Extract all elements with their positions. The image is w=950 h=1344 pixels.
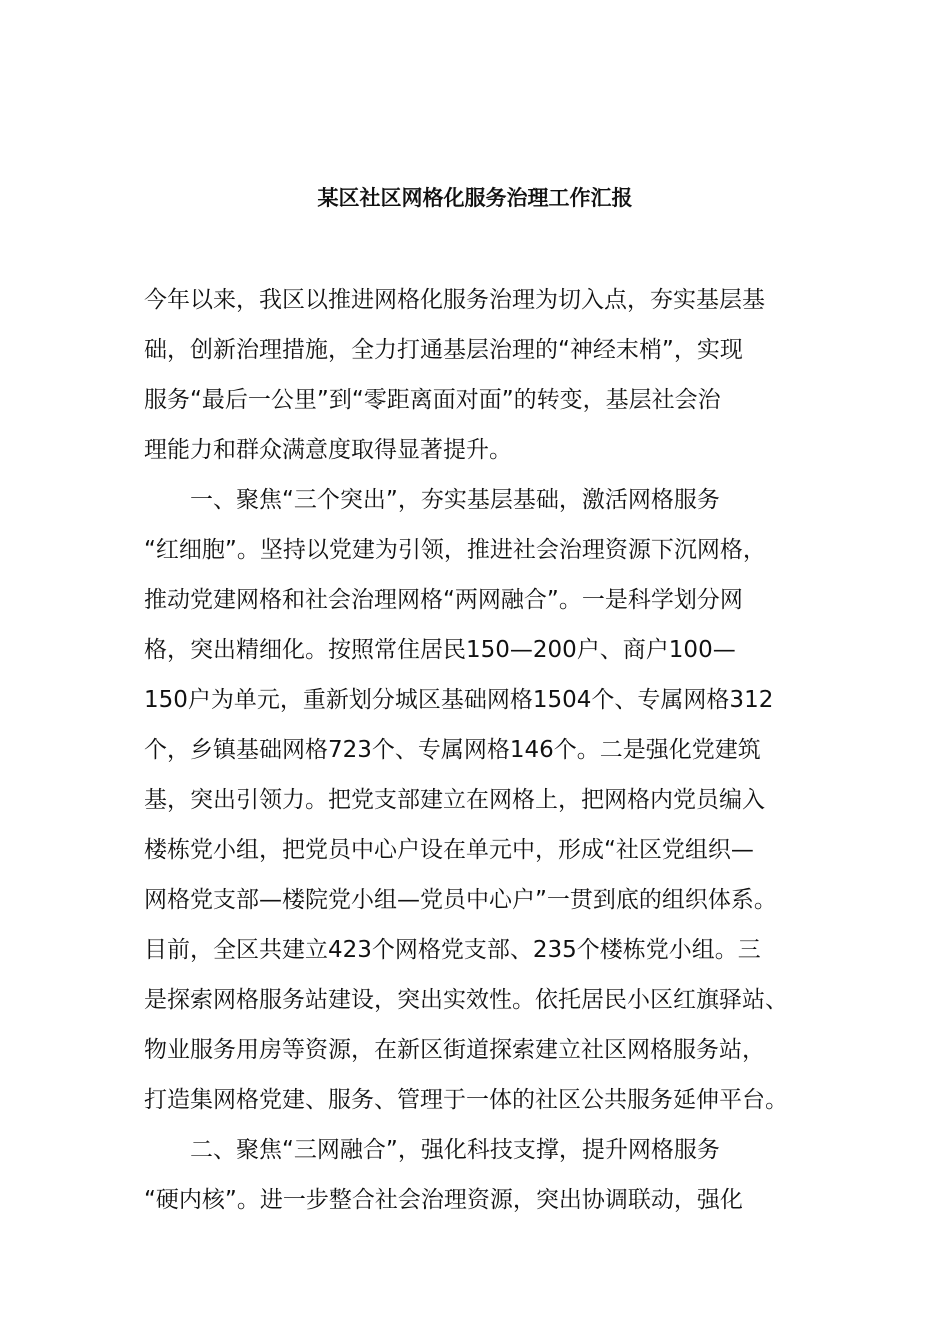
body-line-9: 150户为单元，重新划分城区基础网格1504个、专属网格312 xyxy=(144,687,774,713)
body-line-17: 打造集网格党建、服务、管理于一体的社区公共服务延伸平台。 xyxy=(144,1087,788,1113)
body-line-7: 推动党建网格和社会治理网格“两网融合”。一是科学划分网 xyxy=(144,587,743,613)
document-title: 某区社区网格化服务治理工作汇报 xyxy=(317,186,633,210)
body-line-2: 础，创新治理措施，全力打通基层治理的“神经末梢”，实现 xyxy=(144,337,743,363)
body-line-15: 是探索网格服务站建设，突出实效性。依托居民小区红旗驿站、 xyxy=(144,987,788,1013)
body-line-4: 理能力和群众满意度取得显著提升。 xyxy=(144,437,512,463)
body-line-5: 一、聚焦“三个突出”，夯实基层基础，激活网格服务 xyxy=(144,487,720,513)
body-line-1: 今年以来，我区以推进网格化服务治理为切入点，夯实基层基 xyxy=(144,287,765,313)
body-line-12: 楼栋党小组，把党员中心户设在单元中，形成“社区党组织— xyxy=(144,837,754,863)
body-line-13: 网格党支部—楼院党小组—党员中心户”一贯到底的组织体系。 xyxy=(144,887,777,913)
body-line-16: 物业服务用房等资源，在新区街道探索建立社区网格服务站， xyxy=(144,1037,765,1063)
body-line-18: 二、聚焦“三网融合”，强化科技支撑，提升网格服务 xyxy=(144,1137,720,1163)
body-line-3: 服务“最后一公里”到“零距离面对面”的转变，基层社会治 xyxy=(144,387,721,413)
body-line-19: “硬内核”。进一步整合社会治理资源，突出协调联动，强化 xyxy=(144,1187,743,1213)
body-line-6: “红细胞”。坚持以党建为引领，推进社会治理资源下沉网格， xyxy=(144,537,766,563)
body-line-10: 个，乡镇基础网格723个、专属网格146个。二是强化党建筑 xyxy=(144,737,761,763)
body-line-11: 基，突出引领力。把党支部建立在网格上，把网格内党员编入 xyxy=(144,787,765,813)
body-line-14: 目前，全区共建立423个网格党支部、235个楼栋党小组。三 xyxy=(144,937,761,963)
body-line-8: 格，突出精细化。按照常住居民150—200户、商户100— xyxy=(144,637,736,663)
